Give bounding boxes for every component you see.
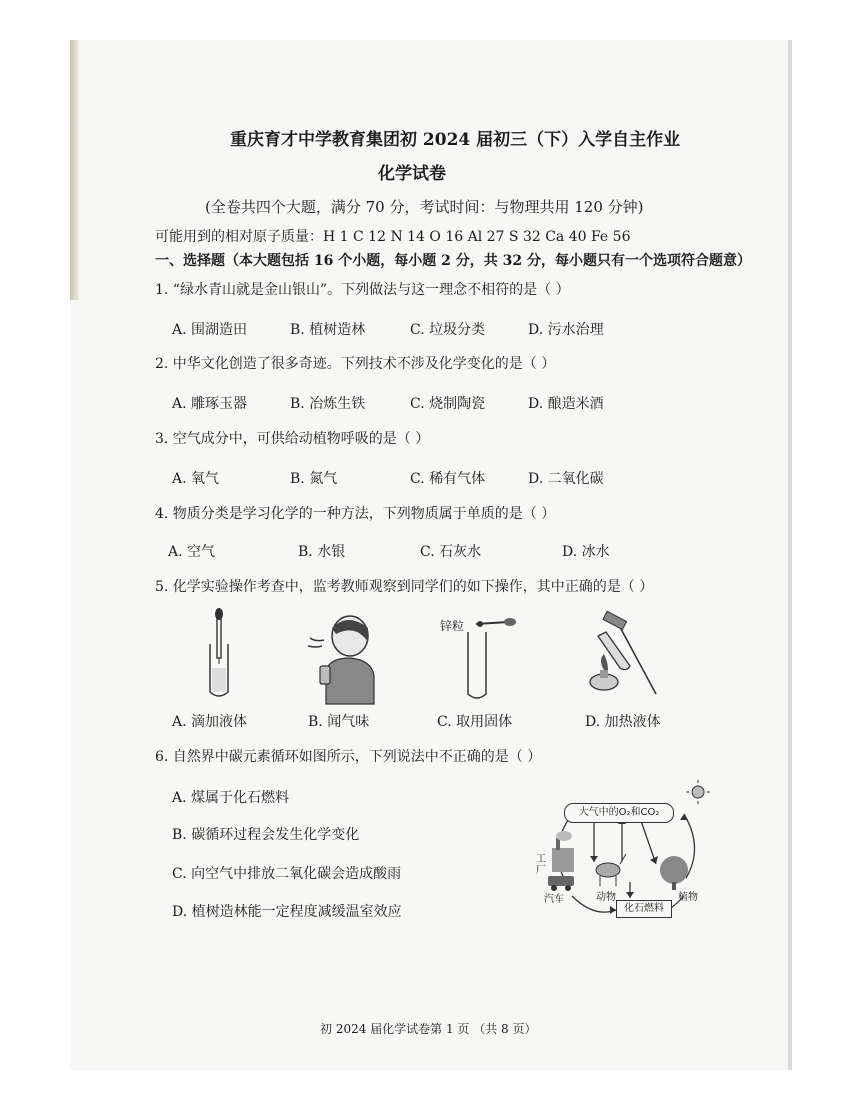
air-box: 大气中的O₂和CO₂ <box>564 803 674 823</box>
smelling-figure <box>298 612 378 706</box>
q2-option-b: B. 冶炼生铁 <box>290 396 366 412</box>
heating-figure <box>578 610 673 704</box>
dropper-figure <box>200 606 240 701</box>
q6-option-b: B. 碳循环过程会发生化学变化 <box>172 827 360 843</box>
q1-option-a: A. 围湖造田 <box>172 322 248 338</box>
q3-option-d: D. 二氧化碳 <box>528 471 604 487</box>
exam-info: (全卷共四个大题，满分 70 分，考试时间：与物理共用 120 分钟) <box>205 198 644 216</box>
question-4-stem: 4. 物质分类是学习化学的一种方法，下列物质属于单质的是（ ） <box>155 506 556 522</box>
plant-label: 植物 <box>678 892 698 903</box>
zinc-label: 锌粒 <box>440 619 465 633</box>
exam-title: 重庆育才中学教育集团初 2024 届初三（下）入学自主作业 <box>230 130 681 150</box>
section-title: 一、选择题（本大题包括 16 个小题，每小题 2 分，共 32 分，每小题只有一个选项符合题意） <box>155 253 751 269</box>
q4-option-c: C. 石灰水 <box>420 544 482 560</box>
q6-option-c: C. 向空气中排放二氧化碳会造成酸雨 <box>172 866 402 882</box>
q4-option-a: A. 空气 <box>168 544 216 560</box>
q2-option-d: D. 酿造米酒 <box>528 396 604 412</box>
q1-option-b: B. 植树造林 <box>290 322 366 338</box>
zinc-tube-figure <box>458 610 518 702</box>
car-label: 汽车 <box>544 894 564 905</box>
q5-option-a: A. 滴加液体 <box>172 714 248 730</box>
exam-subject: 化学试卷 <box>378 164 446 184</box>
q1-option-d: D. 污水治理 <box>528 322 604 338</box>
q3-option-c: C. 稀有气体 <box>410 471 486 487</box>
q4-option-d: D. 冰水 <box>562 544 610 560</box>
question-6-stem: 6. 自然界中碳元素循环如图所示，下列说法中不正确的是（ ） <box>155 749 542 765</box>
q3-option-a: A. 氧气 <box>172 471 220 487</box>
q2-option-a: A. 雕琢玉器 <box>172 396 248 412</box>
question-5-stem: 5. 化学实验操作考查中，监考教师观察到同学们的如下操作，其中正确的是（ ） <box>155 579 654 595</box>
q5-option-d: D. 加热液体 <box>585 714 661 730</box>
factory-label: 工厂 <box>536 854 546 876</box>
q6-option-a: A. 煤属于化石燃料 <box>172 790 290 806</box>
q5-option-b: B. 闻气味 <box>308 714 370 730</box>
question-2-stem: 2. 中华文化创造了很多奇迹。下列技术不涉及化学变化的是（ ） <box>155 356 556 372</box>
animal-label: 动物 <box>596 892 616 903</box>
atomic-masses: 可能用到的相对原子质量：H 1 C 12 N 14 O 16 Al 27 S 32 Ca 40 Fe 56 <box>155 229 631 245</box>
question-1-stem: 1. “绿水青山就是金山银山”。下列做法与这一理念不相符的是（ ） <box>155 282 570 298</box>
paper-edge <box>788 40 792 1070</box>
question-3-stem: 3. 空气成分中，可供给动植物呼吸的是（ ） <box>155 431 430 447</box>
fossil-fuel-box: 化石燃料 <box>616 900 672 918</box>
page-footer: 初 2024 届化学试卷第 1 页 （共 8 页） <box>320 1022 537 1036</box>
q5-option-c: C. 取用固体 <box>437 714 513 730</box>
q4-option-b: B. 水银 <box>298 544 346 560</box>
q1-option-c: C. 垃圾分类 <box>410 322 486 338</box>
carbon-cycle-diagram <box>534 778 714 922</box>
q6-option-d: D. 植树造林能一定程度减缓温室效应 <box>172 904 402 920</box>
q3-option-b: B. 氮气 <box>290 471 338 487</box>
paper-fold-shadow <box>70 40 79 300</box>
q2-option-c: C. 烧制陶瓷 <box>410 396 486 412</box>
